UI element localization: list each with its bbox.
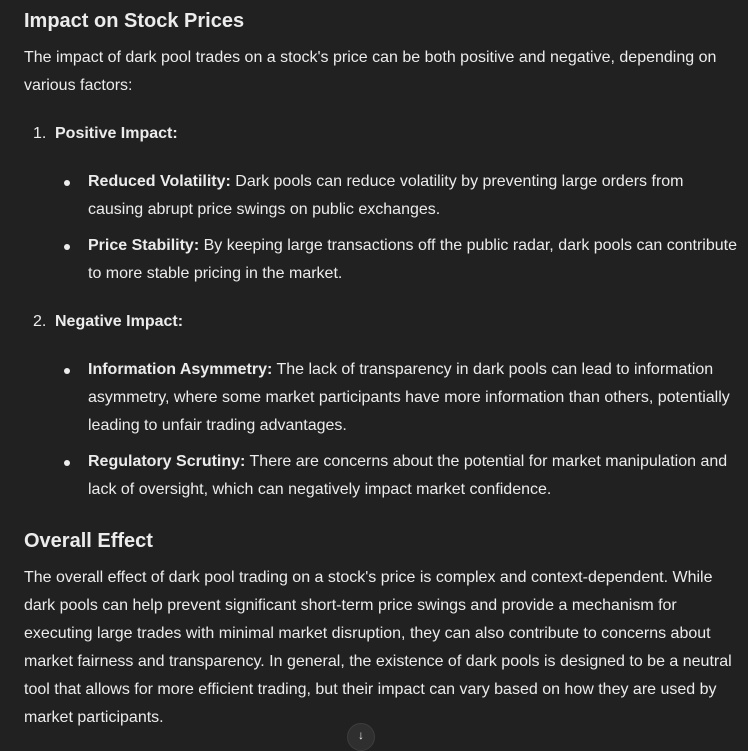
bullet-text: The lack of transparency in dark pools can lead to information asymmetry, where some market participants have more information than others, potentially leading to unfair trading advantages. (88, 361, 730, 434)
bullet-reduced-volatility (88, 168, 738, 224)
list-number: 1. (33, 125, 47, 142)
bullet-dot-icon (64, 460, 70, 466)
intro-paragraph: The impact of dark pool trades on a stock's price can be both positive and negative, depending on various factors: (24, 49, 717, 94)
bullet-dot-icon (64, 368, 70, 374)
section-heading-impact: Impact on Stock Prices (24, 10, 245, 32)
bullet-dot-icon (64, 244, 70, 250)
bullet-term: Information Asymmetry: (88, 361, 273, 378)
bullet-term: Reduced Volatility: (88, 173, 231, 190)
bullet-term: Price Stability: (88, 237, 200, 254)
bullet-regulatory-scrutiny (88, 448, 738, 504)
bullet-term: Regulatory Scrutiny: (88, 453, 246, 470)
overall-paragraph: The overall effect of dark pool trading on a stock's price is complex and context-dependent. While dark pools can help prevent significant short-term price swings and provide a mechanism for executing large trades with minimal market disruption, they can also contribute to concerns about market fairness and transparency. In general, the existence of dark pools is designed to be a neutral tool that allows for more efficient trading, but their impact can vary based on how they are used by market participants. (24, 569, 732, 726)
bullet-price-stability (88, 232, 738, 288)
list-label: Positive Impact: (55, 125, 178, 142)
bullet-text: By keeping large transactions off the public radar, dark pools can contribute to more stable pricing in the market. (88, 237, 737, 282)
arrow-down-icon: ↓ (358, 728, 364, 742)
list-label: Negative Impact: (55, 313, 184, 330)
bullet-information-asymmetry (88, 356, 738, 440)
bullet-dot-icon (64, 180, 70, 186)
scroll-down-button[interactable] (347, 723, 375, 751)
section-heading-overall: Overall Effect (24, 530, 153, 552)
list-number: 2. (33, 313, 47, 330)
bullet-text: There are concerns about the potential for market manipulation and lack of oversight, which can negatively impact market confidence. (88, 453, 728, 498)
bullet-text: Dark pools can reduce volatility by preventing large orders from causing abrupt price swings on public exchanges. (88, 173, 684, 218)
